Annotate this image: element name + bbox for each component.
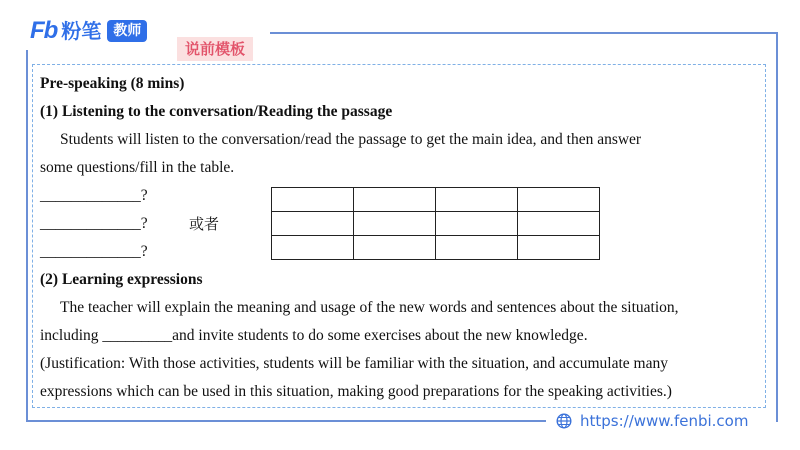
fill-in-table <box>271 187 600 260</box>
table-cell <box>518 188 600 212</box>
table-cell <box>518 236 600 260</box>
fenbi-logo <box>30 16 147 46</box>
table-cell <box>354 212 436 236</box>
section1-paragraph-line2: some questions/fill in the table. <box>40 159 235 176</box>
or-label: 或者 <box>189 215 220 233</box>
table-cell <box>354 188 436 212</box>
section-heading: Pre-speaking (8 mins) <box>40 75 185 92</box>
table-cell <box>272 236 354 260</box>
frame-right-line <box>776 32 778 422</box>
table-row <box>272 188 600 212</box>
frame-left-line <box>26 50 28 422</box>
question-blank-2: _____________? <box>40 215 148 232</box>
footer-url-text[interactable]: https://www.fenbi.com <box>580 412 749 430</box>
globe-icon <box>556 413 572 429</box>
footer-url[interactable] <box>556 411 748 431</box>
logo-text: 粉笔 <box>61 19 102 43</box>
table-row <box>272 212 600 236</box>
table-cell <box>436 188 518 212</box>
section1-paragraph-line1: Students will listen to the conversation/read the passage to get the main idea, and then answer <box>60 131 642 148</box>
section1-title: (1) Listening to the conversation/Reading the passage <box>40 103 393 120</box>
justification-line2: expressions which can be used in this situation, making good preparations for the speaking activities.) <box>40 383 672 400</box>
frame-bottom-line <box>26 420 546 422</box>
section2-paragraph-line1: The teacher will explain the meaning and usage of the new words and sentences about the situation, <box>60 299 679 316</box>
section2-paragraph-line2: including _________and invite students to do some exercises about the new knowledge. <box>40 327 588 344</box>
section2-title: (2) Learning expressions <box>40 271 203 288</box>
table-cell <box>436 236 518 260</box>
logo-mark: Fb <box>30 17 58 44</box>
justification-line1: (Justification: With those activities, students will be familiar with the situation, and accumulate many <box>40 355 668 372</box>
table-cell <box>436 212 518 236</box>
question-blank-3: _____________? <box>40 243 148 260</box>
table-cell <box>518 212 600 236</box>
template-tag: 说前模板 <box>177 37 253 61</box>
table-cell <box>272 188 354 212</box>
table-row <box>272 236 600 260</box>
logo-badge: 教师 <box>107 20 147 42</box>
frame-top-line <box>270 32 778 34</box>
table-cell <box>354 236 436 260</box>
table-cell <box>272 212 354 236</box>
question-blank-1: _____________? <box>40 187 148 204</box>
